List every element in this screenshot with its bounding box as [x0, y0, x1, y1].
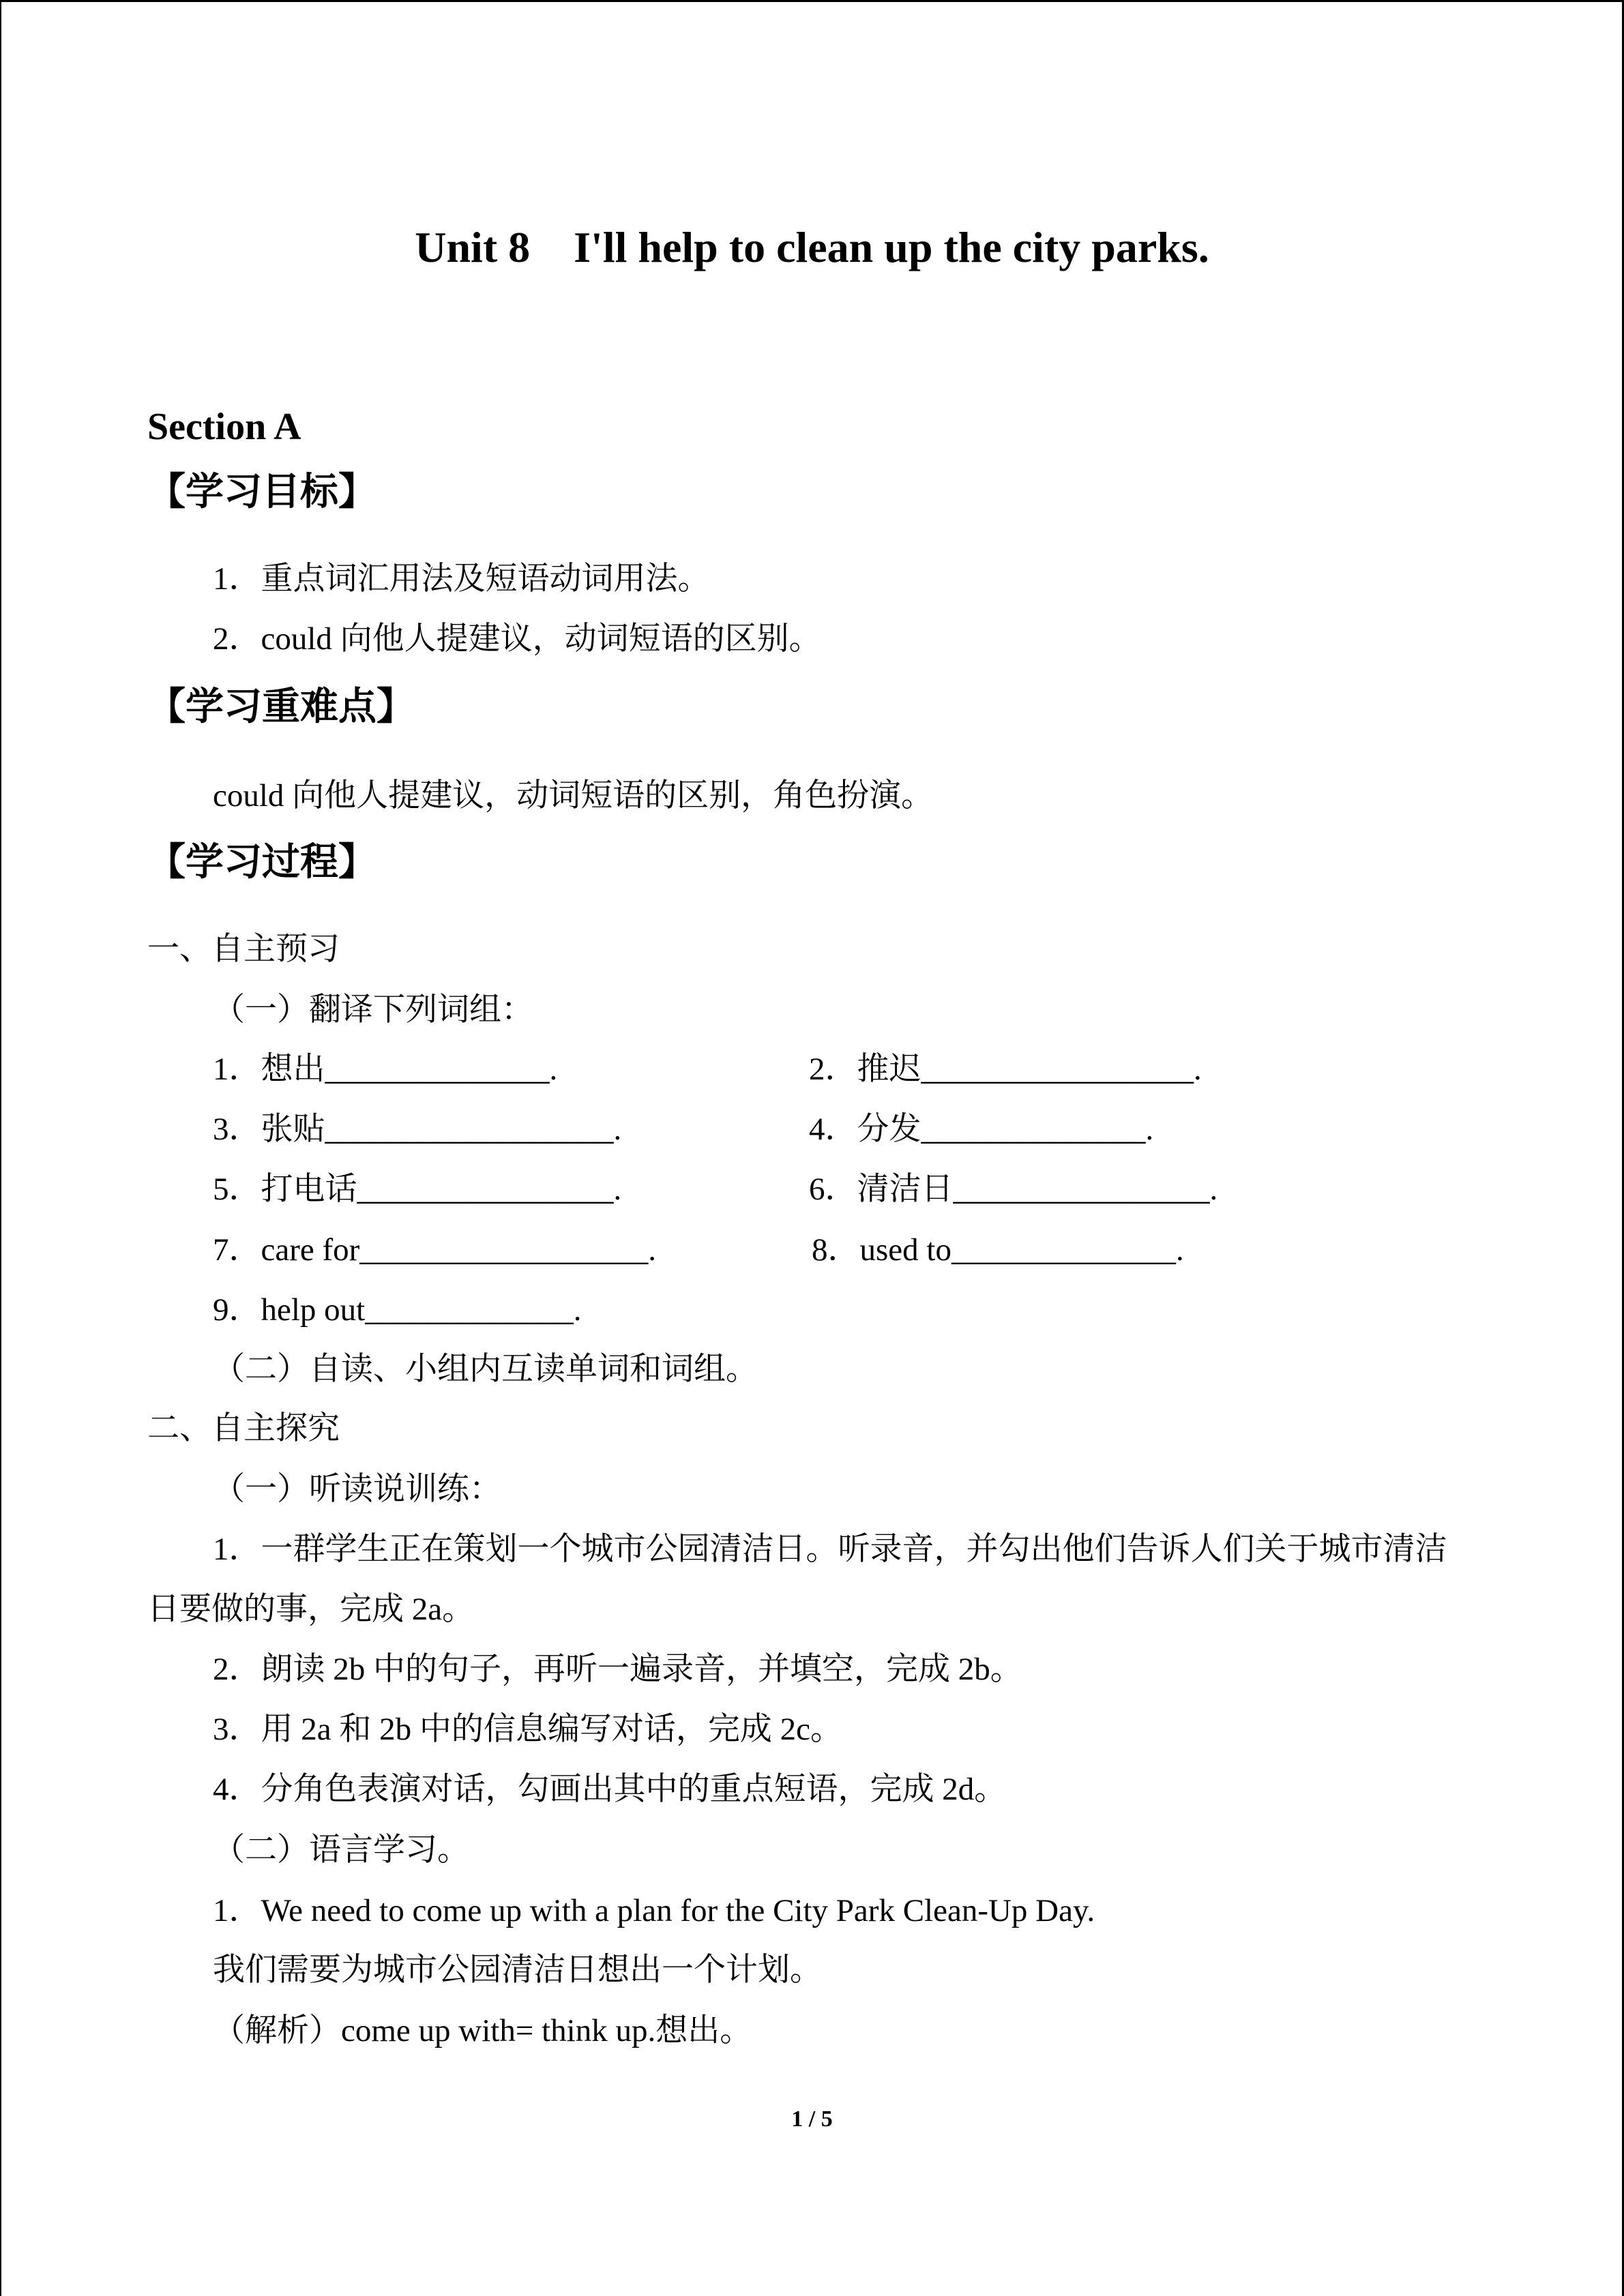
section-heading: Section A	[147, 406, 301, 448]
language-sentence: 1．We need to come up with a plan for the City Park Clean-Up Day.	[213, 1893, 1095, 1928]
heading-key-points: 【学习重难点】	[147, 685, 415, 729]
task-item: 4．分角色表演对话，勾画出其中的重点短语，完成 2d。	[213, 1772, 1007, 1807]
language-note: （解析）come up with= think up.想出。	[213, 2013, 752, 2048]
task-item: 2．朗读 2b 中的句子，再听一遍录音，并填空，完成 2b。	[213, 1652, 1022, 1687]
phrase-item: 6．清洁日________________.	[809, 1172, 1218, 1207]
document-title: Unit 8 I'll help to clean up the city parks.	[415, 223, 1209, 271]
phrase-item: 1．想出______________.	[213, 1052, 558, 1087]
part1-title: 一、自主预习	[147, 931, 340, 967]
phrase-item: 7．care for__________________.	[213, 1232, 657, 1268]
heading-process: 【学习过程】	[147, 840, 377, 884]
part2-title: 二、自主探究	[147, 1411, 340, 1446]
phrase-item: 2．推迟_________________.	[809, 1052, 1202, 1087]
goal-item: 1．重点词汇用法及短语动词用法。	[213, 561, 710, 597]
task-item: 3．用 2a 和 2b 中的信息编写对话，完成 2c。	[213, 1712, 842, 1747]
part1-subtitle-read: （二）自读、小组内互读单词和词组。	[213, 1352, 758, 1387]
phrase-item: 8．used to______________.	[812, 1232, 1184, 1268]
phrase-item: 4．分发______________.	[809, 1112, 1154, 1147]
task-item: 1．一群学生正在策划一个城市公园清洁日。听录音，并勾出他们告诉人们关于城市清洁	[213, 1532, 1447, 1567]
phrase-item: 9．help out_____________.	[213, 1292, 582, 1328]
part2-subtitle-listen: （一）听读说训练：	[213, 1472, 501, 1507]
phrase-item: 5．打电话________________.	[213, 1172, 622, 1207]
phrase-item: 3．张贴__________________.	[213, 1112, 622, 1147]
language-translation: 我们需要为城市公园清洁日想出一个计划。	[213, 1952, 822, 1988]
goal-item: 2．could 向他人提建议，动词短语的区别。	[213, 621, 821, 657]
page-number: 1 / 5	[791, 2106, 833, 2132]
heading-goals: 【学习目标】	[147, 470, 377, 514]
task-item-continuation: 日要做的事，完成 2a。	[147, 1592, 475, 1627]
part1-subtitle-translate: （一）翻译下列词组：	[213, 992, 533, 1028]
part2-subtitle-language: （二）语言学习。	[213, 1832, 469, 1868]
key-point-item: could 向他人提建议，动词短语的区别，角色扮演。	[213, 778, 934, 814]
